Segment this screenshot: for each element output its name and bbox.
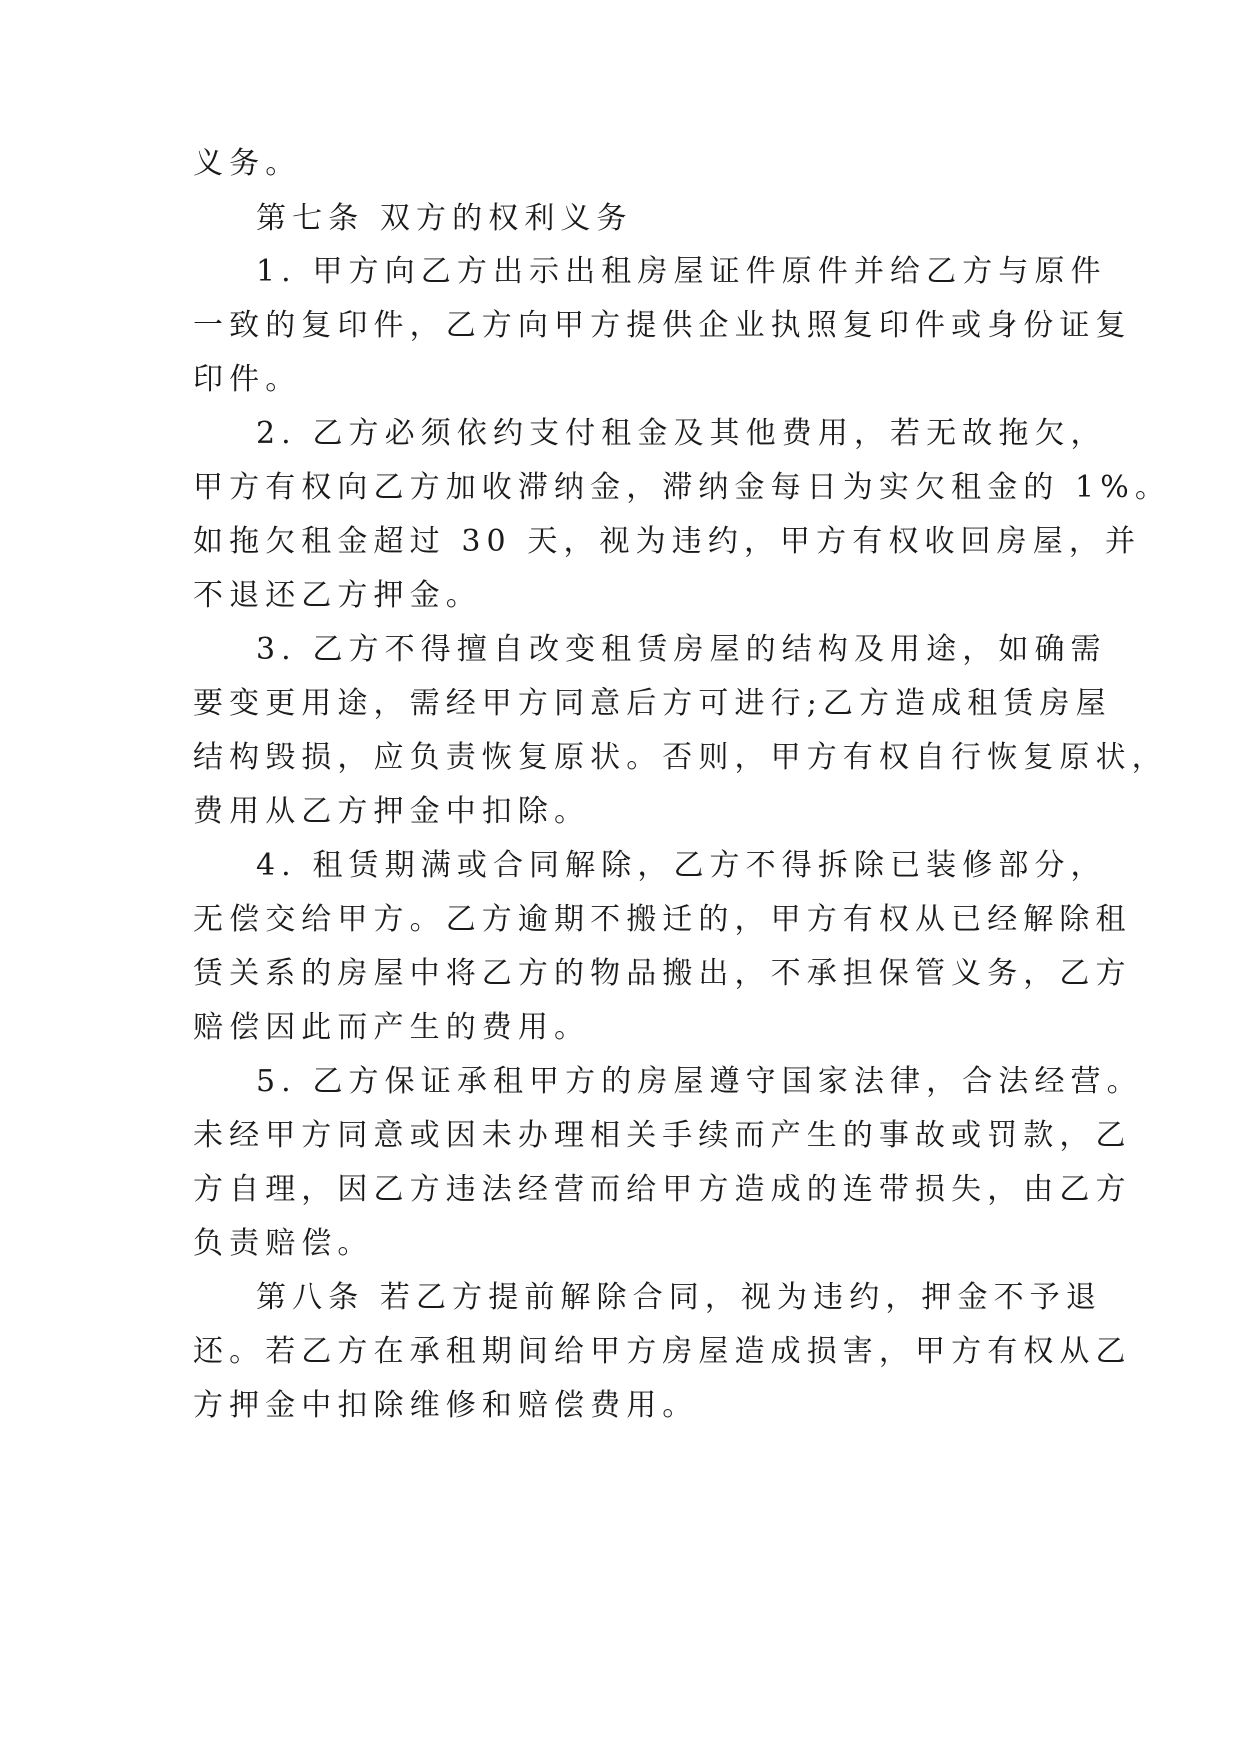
- text-line: 费用从乙方押金中扣除。: [193, 794, 591, 829]
- text-line: 印件。: [193, 362, 302, 397]
- text-line: 如拖欠租金超过 30 天，视为违约，甲方有权收回房屋，并: [193, 524, 1142, 559]
- text-line: 不退还乙方押金。: [193, 578, 482, 613]
- article-heading: 第七条 双方的权利义务: [256, 201, 633, 236]
- text-line: 3. 乙方不得擅自改变租赁房屋的结构及用途，如确需: [256, 632, 1107, 667]
- text-line: 甲方有权向乙方加收滞纳金，滞纳金每日为实欠租金的 1%。: [193, 470, 1171, 505]
- text-line: 未经甲方同意或因未办理相关手续而产生的事故或罚款，乙: [193, 1118, 1132, 1153]
- text-line: 负责赔偿。: [193, 1226, 374, 1261]
- text-line: 4. 租赁期满或合同解除，乙方不得拆除已装修部分，: [256, 848, 1107, 883]
- text-line: 要变更用途，需经甲方同意后方可进行;乙方造成租赁房屋: [193, 686, 1112, 721]
- article-heading: 第八条 若乙方提前解除合同，视为违约，押金不予退: [256, 1280, 1102, 1315]
- text-line: 2. 乙方必须依约支付租金及其他费用，若无故拖欠，: [256, 416, 1107, 451]
- text-line: 方自理，因乙方违法经营而给甲方造成的连带损失，由乙方: [193, 1172, 1132, 1207]
- text-line: 1. 甲方向乙方出示出租房屋证件原件并给乙方与原件: [256, 254, 1107, 289]
- text-line: 方押金中扣除维修和赔偿费用。: [193, 1388, 699, 1423]
- text-line: 还。若乙方在承租期间给甲方房屋造成损害，甲方有权从乙: [193, 1334, 1132, 1369]
- text-line: 义务。: [193, 146, 302, 181]
- text-line: 无偿交给甲方。乙方逾期不搬迁的，甲方有权从已经解除租: [193, 902, 1132, 937]
- text-line: 赁关系的房屋中将乙方的物品搬出，不承担保管义务，乙方: [193, 956, 1132, 991]
- text-line: 5. 乙方保证承租甲方的房屋遵守国家法律，合法经营。: [256, 1064, 1143, 1099]
- text-line: 结构毁损，应负责恢复原状。否则，甲方有权自行恢复原状，: [193, 740, 1168, 775]
- text-line: 一致的复印件，乙方向甲方提供企业执照复印件或身份证复: [193, 308, 1132, 343]
- text-line: 赔偿因此而产生的费用。: [193, 1010, 591, 1045]
